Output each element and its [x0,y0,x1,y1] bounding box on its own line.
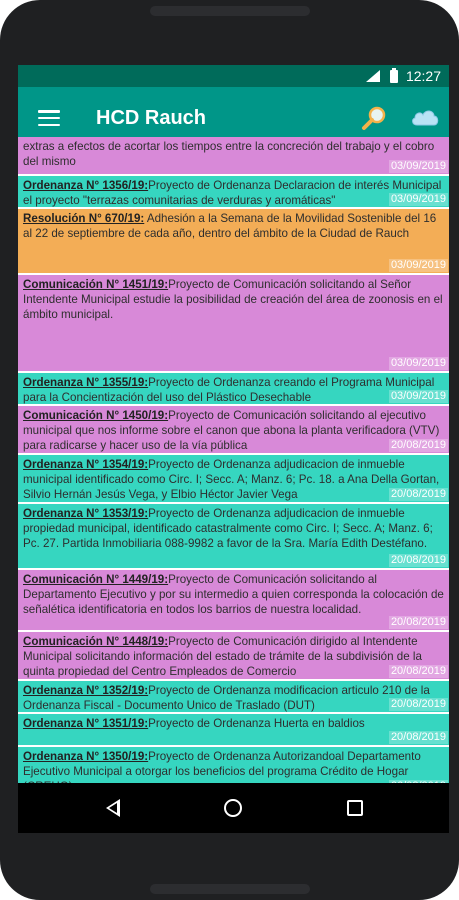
list-item-text: Proyecto de Ordenanza creando el Programa Municipal para la Concientización del uso del Plástico Desechable [23,376,435,404]
list-item-date: 20/08/2019 [390,488,446,500]
list-item[interactable] [18,504,449,569]
battery-icon [390,70,398,83]
list-item[interactable] [18,455,449,503]
list-item-title: Comunicación N° 1449/19: [23,573,169,586]
list-item-body [23,139,445,169]
list-item-date: 20/08/2019 [390,554,446,566]
status-bar [18,65,449,87]
list-item-date: 03/09/2019 [390,160,446,172]
back-button-icon[interactable] [106,799,120,817]
list-item[interactable] [18,406,449,454]
list-item[interactable] [18,275,449,372]
list-item-title: Ordenanza N° 1356/19: [23,179,149,192]
list-item-date: 20/08/2019 [390,665,446,677]
list-item-text: extras a efectos de acortar los tiempos entre la concreción del trabajo y el cobro del mismo [23,140,435,168]
list-item-date: 03/09/2019 [390,259,446,271]
hamburger-menu-icon[interactable] [38,110,60,126]
list-item-body [23,683,445,713]
list-item-title: Ordenanza N° 1353/19: [23,507,149,520]
top-speaker [150,6,310,16]
bottom-speaker [150,884,310,894]
list-item-title: Comunicación N° 1450/19: [23,409,169,422]
recent-apps-button-icon[interactable] [347,800,363,816]
list-item-text: Adhesión a la Semana de la Movilidad Sostenible del 16 al 22 de septiembre de cada año, dentro del ámbito de la Ciudad de Rauch [23,212,437,240]
list-item-body [23,506,445,551]
list-item-body [23,457,445,502]
list-item-body [23,178,445,208]
list-item-title: Comunicación N° 1451/19: [23,278,169,291]
list-item[interactable] [18,632,449,680]
signal-icon [366,70,380,82]
list-item-body [23,408,445,453]
list-item-text: Proyecto de Ordenanza Huerta en baldios [148,717,365,730]
list-item-date: 03/09/2019 [390,357,446,369]
app-title: HCD Rauch [96,106,207,129]
list-item-date: 20/08/2019 [390,439,446,451]
list-item-title: Ordenanza N° 1354/19: [23,458,149,471]
list-item-body [23,572,445,617]
list-item-date: 20/08/2019 [390,731,446,743]
list-item-text: Proyecto de Comunicación solicitando al Departamento Ejecutivo y por su intermedio a quien corresponda la colocación de señalética identificatoria en todos los barrios de nuestra localidad. [23,573,444,616]
home-button-icon[interactable] [224,799,242,817]
list-item-title: Ordenanza N° 1352/19: [23,684,149,697]
list-item-body [23,277,445,322]
list-item-text: Proyecto de Comunicación dirigido al Intendente Municipal solicitando información del estado de trámite de la subdivisión de la quinta propiedad del Centro Empleados de Comercio [23,635,422,678]
status-time: 12:27 [405,68,441,84]
cloud-icon[interactable] [410,107,440,127]
list-item-title: Resolución N° 670/19: [23,212,145,225]
list-item[interactable] [18,176,449,208]
list-item[interactable] [18,570,449,631]
navigation-bar [18,783,449,833]
list-item-title: Ordenanza N° 1350/19: [23,750,149,763]
list-item-body [23,634,445,679]
list-item-text: Proyecto de Comunicación solicitando al Señor Intendente Municipal estudie la posibilidad de creación del área de zoonosis en el ámbito municipal. [23,278,443,321]
list-item-body [23,375,445,405]
list-item[interactable] [18,209,449,274]
screen [18,65,449,833]
resolution-list[interactable] [18,140,449,783]
magnifier-icon[interactable] [361,105,387,131]
list-item-text: Proyecto de Ordenanza Autorizandoal Departamento Ejecutivo Municipal a otorgar los beneficios del programa Crédito de Hogar [23,750,421,778]
list-item-text: Proyecto de Ordenanza modificacion articulo 210 de la Ordenanza Fiscal - Documento Unico de Traslado (DUT) [23,684,430,712]
list-item[interactable] [18,681,449,713]
list-item-title: Comunicación N° 1448/19: [23,635,169,648]
list-item-body [23,716,445,731]
list-item-date: 20/08/2019 [390,698,446,710]
list-item-date: 03/09/2019 [390,390,446,402]
list-item-text: Proyecto de Comunicación solicitando al ejecutivo municipal que nos informe sobre el canon que abona la planta verificadora (VTV) para radicarse y hacer uso de la vía pública [23,409,440,452]
list-item-text: Proyecto de Ordenanza adjudicacion de inmueble municipal identificado como Circ. I; Secc. A; Manz. 6; Pc. 18. a Ana Della Gortan, Silvio Hernán Jesús Vega, y Elbio Héctor Javier Vega [23,458,440,501]
list-item-text: Proyecto de Ordenanza Declaracion de interés Municipal el proyecto "terrazas comunitarias de verduras y aromáticas" [23,179,442,207]
list-item-title: Ordenanza N° 1355/19: [23,376,149,389]
list-item-date: 03/09/2019 [390,193,446,205]
list-item[interactable] [18,714,449,746]
list-item-title: Ordenanza N° 1351/19: [23,717,149,730]
list-item-text: Proyecto de Ordenanza adjudicacion de inmueble propiedad municipal, identificado catastralmente como Circ. I; Secc. A; Manz. 6; Pc. 27. Partida Inmobiliaria 088-9982 a favor de la Sra. María Edith Destéfano. [23,507,433,550]
list-item[interactable] [18,373,449,405]
list-item[interactable] [18,137,449,175]
list-item-date: 20/08/2019 [390,616,446,628]
list-item-body [23,211,445,241]
